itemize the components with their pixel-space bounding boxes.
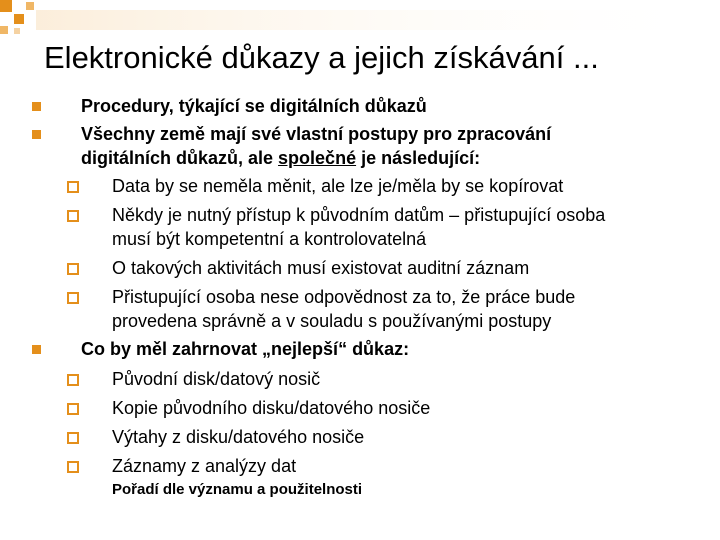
sub-item-responsibility-line1: Přistupující osoba nese odpovědnost za to, že práce bude [112, 287, 576, 307]
sub-item-audit: O takových aktivitách musí existovat auditní záznam [112, 258, 530, 278]
best-item-copy: Kopie původního disku/datového nosiče [112, 398, 431, 418]
bullet-countries-text-pre: digitálních důkazů, ale [81, 148, 279, 168]
hollow-square-bullet-icon [67, 263, 79, 275]
sub-item-responsibility-line2: provedena správně a v souladu s používanými postupy [112, 311, 552, 331]
hollow-square-bullet-icon [67, 403, 79, 415]
bullet-square-icon [32, 102, 41, 111]
bullet-procedures: Procedury, týkající se digitálních důkazů [81, 96, 427, 116]
bullet-countries-underlined: společné [278, 148, 357, 168]
bullet-countries-line1: Všechny země mají své vlastní postupy pro zpracování [81, 124, 552, 144]
hollow-square-bullet-icon [67, 292, 79, 304]
hollow-square-bullet-icon [67, 210, 79, 222]
hollow-square-bullet-icon [67, 374, 79, 386]
best-item-original: Původní disk/datový nosič [112, 369, 321, 389]
hollow-square-bullet-icon [67, 181, 79, 193]
ordering-note: Pořadí dle významu a použitelnosti [112, 481, 363, 498]
header-decoration [0, 0, 720, 40]
bullet-best-evidence: Co by měl zahrnovat „nejlepší“ důkaz: [81, 339, 410, 359]
bullet-countries-text-post: je následující: [356, 148, 481, 168]
best-item-extracts: Výtahy z disku/datového nosiče [112, 427, 365, 447]
hollow-square-bullet-icon [67, 461, 79, 473]
sub-item-access-line1: Někdy je nutný přístup k původním datům – přistupující osoba [112, 205, 606, 225]
sub-item-access-line2: musí být kompetentní a kontrolovatelná [112, 229, 427, 249]
bullet-square-icon [32, 345, 41, 354]
bullet-countries-line2 [81, 147, 480, 170]
slide-title: Elektronické důkazy a jejich získávání ... [44, 40, 599, 75]
bullet-square-icon [32, 130, 41, 139]
best-item-analysis: Záznamy z analýzy dat [112, 456, 297, 476]
sub-item-data-copy: Data by se neměla měnit, ale lze je/měla by se kopírovat [112, 176, 564, 196]
hollow-square-bullet-icon [67, 432, 79, 444]
